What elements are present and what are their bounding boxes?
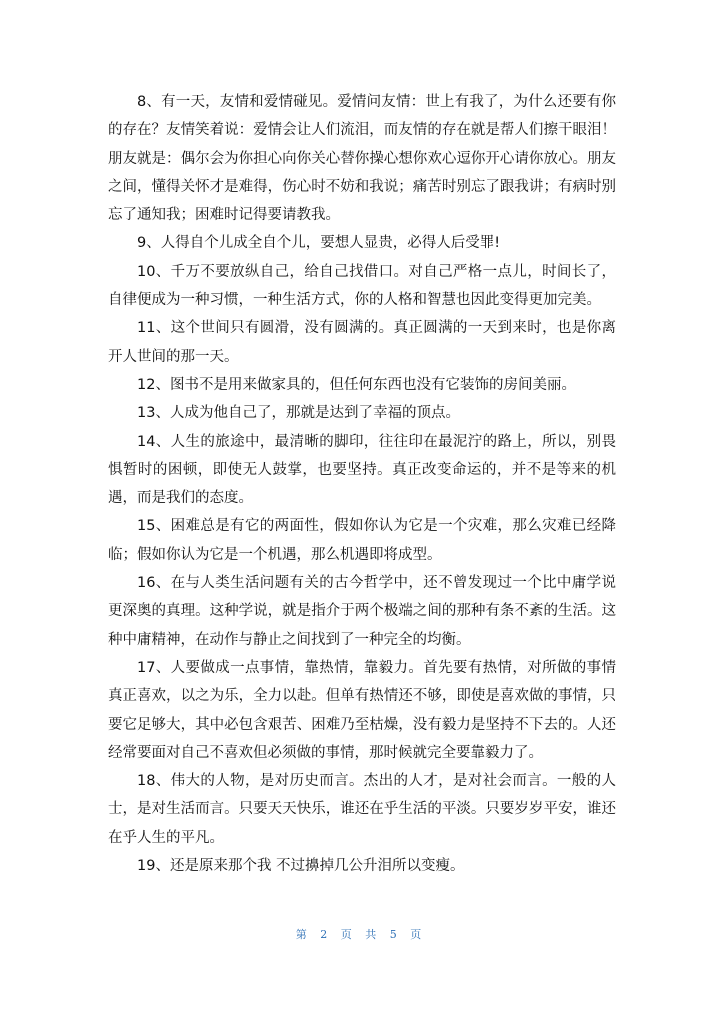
paragraph-16: 16、在与人类生活问题有关的古今哲学中，还不曾发现过一个比中庸学说更深奥的真理。这种学说，就是指介于两个极端之间的那种有条不紊的生活。这种中庸精神，在动作与静止之间找到了一种完全的均衡。 <box>108 575 616 648</box>
document-body <box>108 88 616 880</box>
paragraph-10: 10、千万不要放纵自己，给自己找借口。对自己严格一点儿，时间长了，自律便成为一种习惯，一种生活方式，你的人格和智慧也因此变得更加完美。 <box>108 263 616 309</box>
paragraph-17: 17、人要做成一点事情，靠热情，靠毅力。首先要有热情，对所做的事情真正喜欢，以之为乐，全力以赴。但单有热情还不够，即使是喜欢做的事情，只要它足够大，其中必包含艰苦、困难乃至枯燥，没有毅力是坚持不下去的。人还经常要面对自己不喜欢但必须做的事情，那时候就完全要靠毅力了。 <box>108 659 616 761</box>
paragraph-12: 12、图书不是用来做家具的，但任何东西也没有它装饰的房间美丽。 <box>137 376 576 393</box>
paragraph-18: 18、伟大的人物，是对历史而言。杰出的人才，是对社会而言。一般的人士，是对生活而言。只要天天快乐，谁还在乎生活的平淡。只要岁岁平安，谁还在乎人生的平凡。 <box>108 773 616 846</box>
paragraph-19: 19、还是原来那个我 不过擤掉几公升泪所以变瘦。 <box>137 858 465 875</box>
page-number-footer: 第 2 页 共 5 页 <box>295 928 425 941</box>
paragraph-14: 14、人生的旅途中，最清晰的脚印，往往印在最泥泞的路上，所以，别畏惧暂时的困顿，即使无人鼓掌，也要坚持。真正改变命运的，并不是等来的机遇，而是我们的态度。 <box>108 433 616 507</box>
paragraph-9: 9、人得自个儿成全自个儿，要想人显贵，必得人后受罪! <box>137 235 501 252</box>
paragraph-8: 8、有一天，友情和爱情碰见。爱情问友情：世上有我了，为什么还要有你的存在？友情笑着说：爱情会让人们流泪，而友情的存在就是帮人们擦干眼泪！朋友就是：偶尔会为你担心向你关心替你操心想你欢心逗你开心请你放心。朋友之间，懂得关怀才是难得，伤心时不妨和我说；痛苦时别忘了跟我讲；有病时别忘了通知我；困难时记得要请教我。 <box>108 94 616 224</box>
paragraph-15: 15、困难总是有它的两面性，假如你认为它是一个灾难，那么灾难已经降临；假如你认为它是一个机遇，那么机遇即将成型。 <box>108 518 616 563</box>
paragraph-13: 13、人成为他自己了，那就是达到了幸福的顶点。 <box>137 405 460 422</box>
paragraph-11: 11、这个世间只有圆滑，没有圆满的。真正圆满的一天到来时，也是你离开人世间的那一天。 <box>108 320 616 365</box>
